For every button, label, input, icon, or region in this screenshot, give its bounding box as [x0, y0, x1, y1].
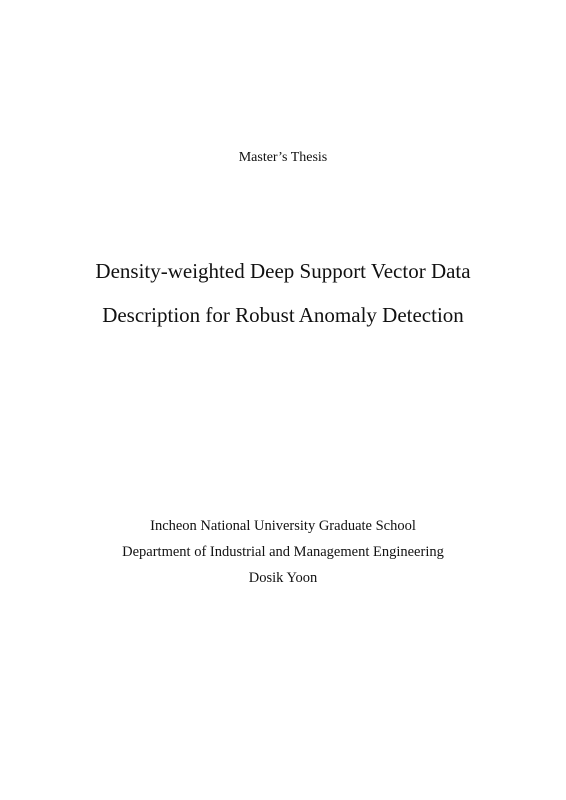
school-name: Incheon National University Graduate School — [150, 518, 416, 534]
author-name: Dosik Yoon — [248, 570, 318, 586]
department-name: Department of Industrial and Management Engineering — [122, 544, 444, 560]
degree-label: Master’s Thesis — [238, 150, 328, 165]
thesis-title-line-1: Density-weighted Deep Support Vector Data — [95, 259, 471, 283]
thesis-title-line-2: Description for Robust Anomaly Detection — [102, 303, 464, 327]
